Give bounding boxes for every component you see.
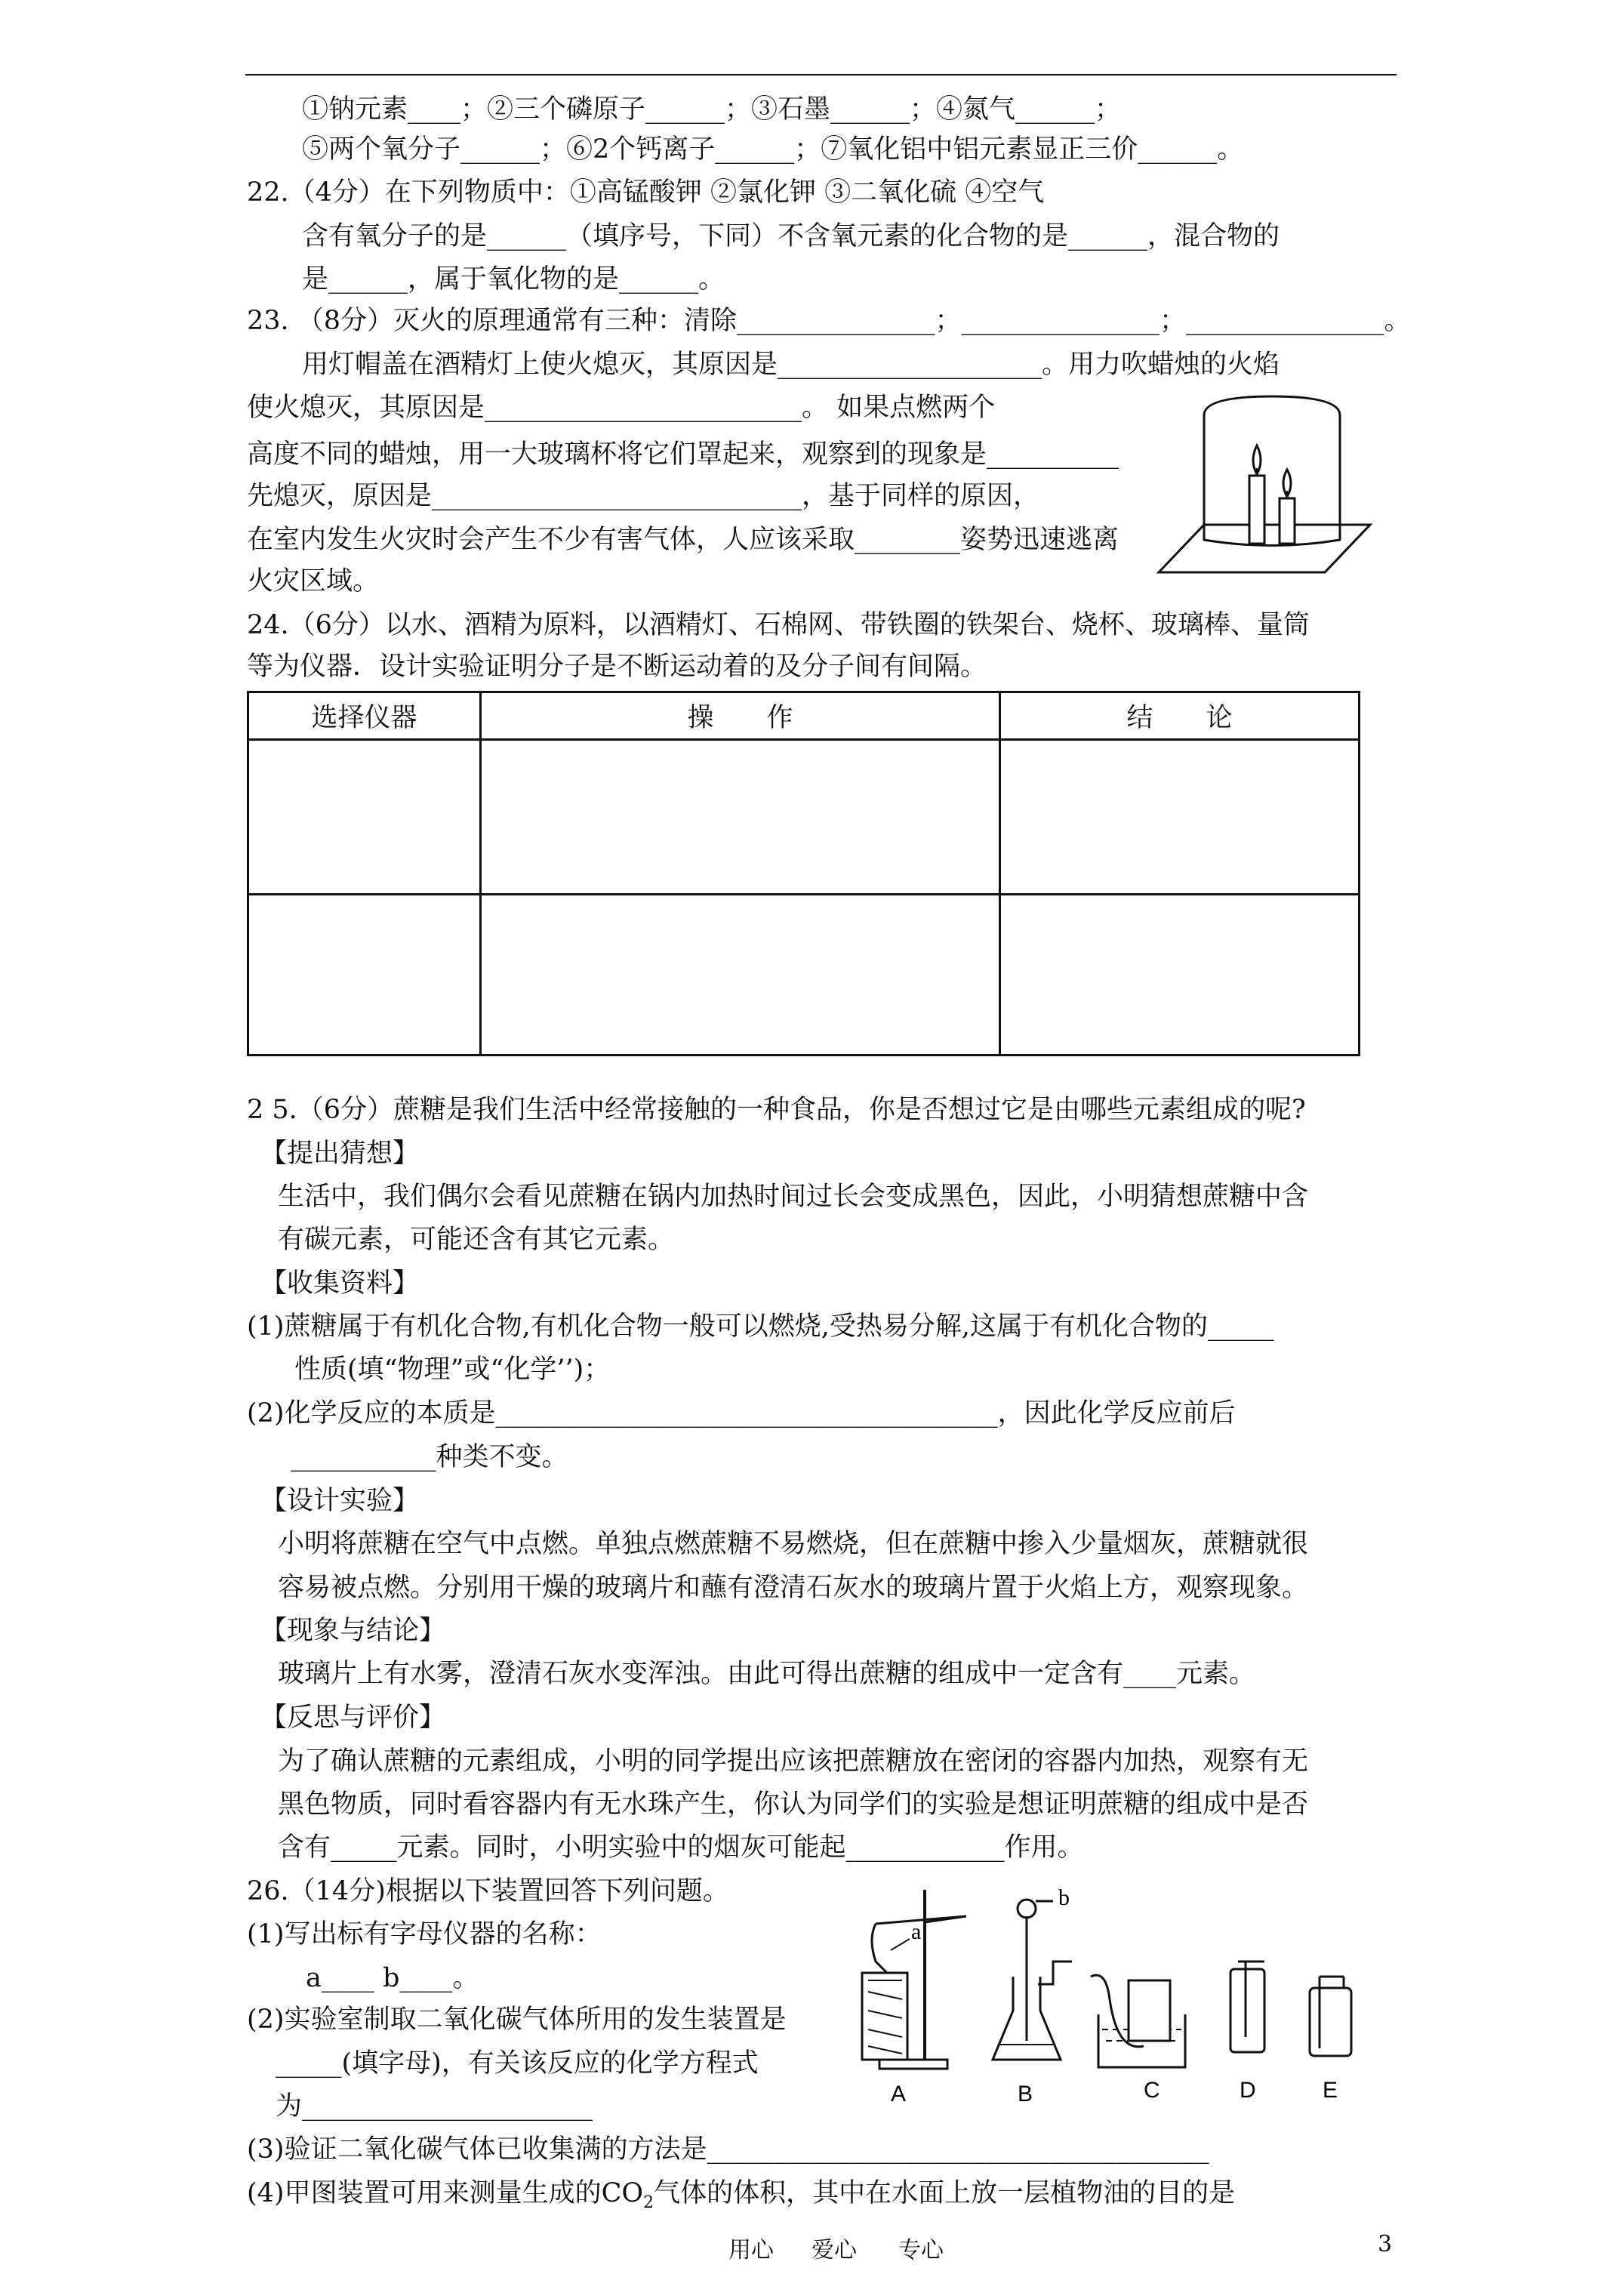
footer-text-3: 专心 (898, 2237, 944, 2264)
label-A: A (891, 2082, 907, 2105)
page-number: 3 (1378, 2231, 1393, 2257)
table-cell[interactable] (481, 895, 1000, 1056)
experiment-design-table (247, 691, 1360, 1056)
label-C: C (1144, 2078, 1160, 2103)
apparatus-b (993, 1885, 1072, 2105)
q22-line-2: 含有氧分子的是______（填序号，下同）不含氧元素的化合物的是______，混合物的 (302, 221, 1280, 251)
lab-apparatus-figure (845, 1878, 1404, 2105)
heading-collect-info: 【收集资料】 (260, 1268, 420, 1299)
q25-line-5: 性质(填“物理”或“化学’’)； (294, 1354, 611, 1385)
q23-line-2: 用灯帽盖在酒精灯上使火熄灭，其原因是____________________。用力吹蜡烛的火焰 (302, 350, 1280, 380)
q23-line-6: 在室内发生火灾时会产生不少有害气体，人应该采取________姿势迅速逃离 (247, 525, 1119, 555)
q23-line-5: 先熄灭，原因是____________________________，基于同样的原因， (247, 481, 1040, 511)
q25-line-9: 容易被点燃。分别用干燥的玻璃片和蘸有澄清石灰水的玻璃片置于火焰上方，观察现象。 (278, 1573, 1309, 1603)
table-cell[interactable] (481, 740, 1000, 895)
q26-line-4: (2)实验室制取二氧化碳气体所用的发生装置是 (247, 2005, 787, 2035)
heading-phenomenon-conclusion: 【现象与结论】 (260, 1616, 446, 1646)
q26-line-7: (3)验证二氧化碳气体已收集满的方法是______________________________________ (247, 2134, 1209, 2165)
label-a: a (911, 1919, 922, 1944)
heading-design-experiment: 【设计实验】 (260, 1486, 420, 1516)
q25-line-1: 2 5.（6分）蔗糖是我们生活中经常接触的一种食品，你是否想过它是由哪些元素组成的呢? (247, 1095, 1306, 1125)
q26-line-8 (247, 2178, 1235, 2218)
label-b: b (1058, 1885, 1070, 1910)
apparatus-e (1310, 1977, 1351, 2103)
apparatus-d (1230, 1962, 1264, 2103)
table-header-row (248, 692, 1360, 740)
header-conclusion: 结 论 (1000, 692, 1360, 740)
q23-line-1: 23. （8分）灭火的原理通常有三种：清除_______________；_______________；_______________。 (247, 306, 1411, 336)
q25-line-12: 黑色物质，同时看容器内有无水珠产生，你认为同学们的实验是想证明蔗糖的组成中是否 (278, 1789, 1309, 1820)
q26-line-1: 26.（14分)根据以下装置回答下列问题。 (247, 1876, 729, 1906)
q25-line-11: 为了确认蔗糖的元素组成，小明的同学提出应该把蔗糖放在密闭的容器内加热，观察有无 (278, 1746, 1309, 1777)
table-row (248, 895, 1360, 1056)
q25-line-10: 玻璃片上有水雾，澄清石灰水变浑浊。由此可得出蔗糖的组成中一定含有____元素。 (278, 1659, 1256, 1689)
q26-line-3: a____ b____。 (306, 1963, 479, 1993)
apparatus-a (862, 1890, 966, 2105)
q22-line-3: 是______，属于氧化物的是______。 (302, 264, 725, 294)
q24-line-2: 等为仪器．设计实验证明分子是不断运动着的及分子间有间隔。 (247, 652, 987, 682)
q25-line-8: 小明将蔗糖在空气中点燃。单独点燃蔗糖不易燃烧，但在蔗糖中掺入少量烟灰，蔗糖就很 (278, 1529, 1309, 1559)
q25-line-4: (1)蔗糖属于有机化合物,有机化合物一般可以燃烧,受热易分解,这属于有机化合物的_____ (247, 1311, 1274, 1342)
header-operation: 操 作 (481, 692, 1000, 740)
q23-line-4: 高度不同的蜡烛，用一大玻璃杯将它们罩起来，观察到的现象是__________ (247, 439, 1119, 470)
q25-line-6: (2)化学反应的本质是______________________________________，因此化学反应前后 (247, 1398, 1236, 1428)
heading-hypothesis: 【提出猜想】 (260, 1139, 420, 1169)
table-cell[interactable] (1000, 740, 1360, 895)
q25-line-3: 有碳元素，可能还含有其它元素。 (278, 1225, 675, 1255)
q21-line-1: ①钠元素____；②三个磷原子______；③石墨______；④氮气______； (302, 94, 1122, 125)
table-cell[interactable] (248, 740, 481, 895)
label-D: D (1240, 2078, 1256, 2103)
q26-line-8-post: 气体的体积，其中在水面上放一层植物油的目的是 (654, 2178, 1236, 2208)
footer-text-1: 用心 (728, 2237, 774, 2264)
q26-line-8-pre: (4)甲图装置可用来测量生成的CO (247, 2178, 644, 2208)
q25-line-13: 含有_____元素。同时，小明实验中的烟灰可能起____________作用。 (278, 1832, 1084, 1863)
q24-line-1: 24.（6分）以水、酒精为原料，以酒精灯、石棉网、带铁圈的铁架台、烧杯、玻璃棒、量筒 (247, 610, 1310, 640)
q26-line-5: _____(填字母)，有关该反应的化学方程式 (276, 2048, 759, 2079)
q22-line-1: 22.（4分）在下列物质中：①高锰酸钾 ②氯化钾 ③二氧化硫 ④空气 (247, 177, 1045, 208)
heading-reflection: 【反思与评价】 (260, 1703, 446, 1733)
q21-line-2: ⑤两个氧分子______；⑥2个钙离子______；⑦氧化铝中铝元素显正三价______。 (302, 134, 1244, 165)
table-cell[interactable] (1000, 895, 1360, 1056)
header-rule (245, 74, 1397, 76)
q23-line-3: 使火熄灭，其原因是________________________。 如果点燃两个 (247, 393, 996, 423)
candles-under-glass-figure (1151, 393, 1378, 578)
label-E: E (1323, 2078, 1338, 2103)
table-row (248, 740, 1360, 895)
q23-line-7: 火灾区域。 (247, 566, 380, 596)
q25-line-2: 生活中，我们偶尔会看见蔗糖在锅内加热时间过长会变成黑色，因此，小明猜想蔗糖中含 (278, 1182, 1309, 1212)
q26-line-6: 为______________________ (276, 2091, 593, 2122)
q25-line-7: ___________种类不变。 (291, 1442, 568, 1472)
q26-line-2: (1)写出标有字母仪器的名称： (247, 1919, 602, 1949)
label-B: B (1018, 2082, 1033, 2105)
q26-line-8-sub: 2 (643, 2193, 654, 2212)
table-cell[interactable] (248, 895, 481, 1056)
header-instruments: 选择仪器 (248, 692, 481, 740)
apparatus-c (1091, 1975, 1185, 2103)
footer-text-2: 爱心 (812, 2237, 857, 2264)
